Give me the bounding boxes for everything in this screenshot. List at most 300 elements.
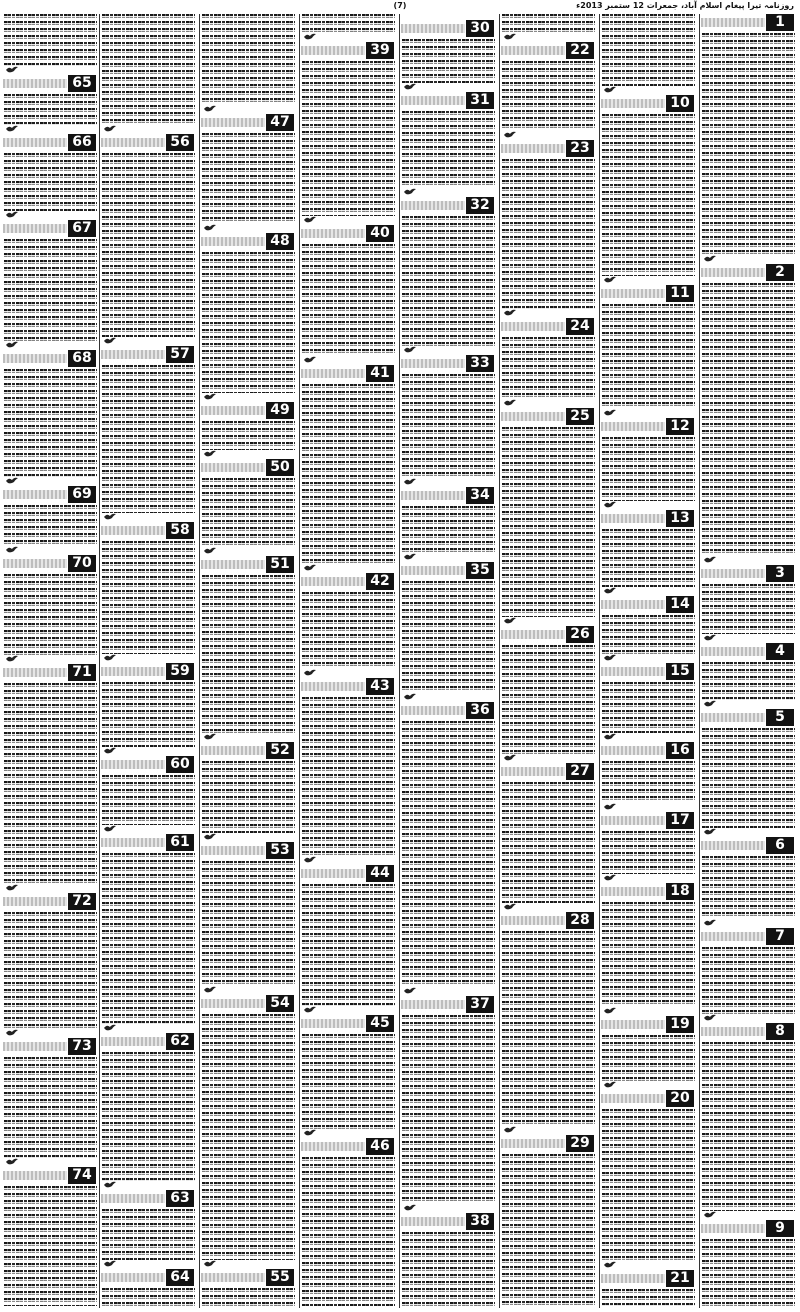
article-text	[4, 574, 97, 655]
entry-number-badge	[701, 14, 796, 31]
entry-number: 62	[166, 1033, 194, 1050]
entry-number-badge	[401, 996, 496, 1013]
badge-bar	[201, 118, 265, 127]
badge-bar	[301, 229, 365, 238]
entry-number-badge	[3, 893, 98, 910]
dove-icon	[704, 1014, 716, 1021]
entry-number: 63	[166, 1190, 194, 1207]
article-text	[4, 683, 97, 884]
badge-bar	[101, 1273, 165, 1282]
dove-icon	[204, 393, 216, 400]
entry-number: 31	[466, 92, 494, 109]
entry-number-badge	[501, 42, 596, 59]
entry-number-badge	[601, 1016, 696, 1033]
entry-number: 41	[366, 365, 394, 382]
entry-number-badge	[401, 92, 496, 109]
entry-number: 33	[466, 355, 494, 372]
badge-bar	[401, 566, 465, 575]
entry-number: 72	[68, 893, 96, 910]
badge-bar	[101, 526, 165, 535]
badge-bar	[701, 18, 765, 27]
badge-bar	[101, 838, 165, 847]
entry-number: 39	[366, 42, 394, 59]
article-text	[502, 14, 595, 33]
entry-number: 50	[266, 459, 294, 476]
dove-icon	[6, 655, 18, 662]
article-text	[602, 529, 695, 587]
entry-number-badge	[601, 883, 696, 900]
badge-bar	[601, 1094, 665, 1103]
badge-bar	[601, 289, 665, 298]
entry-number: 7	[766, 928, 794, 945]
article-text	[102, 14, 195, 125]
entry-number-badge	[101, 834, 196, 851]
entry-number: 46	[366, 1138, 394, 1155]
entry-number: 38	[466, 1213, 494, 1230]
article-text	[702, 728, 795, 828]
entry-number-badge	[301, 42, 396, 59]
article-text	[502, 782, 595, 903]
entry-number-badge	[501, 626, 596, 643]
badge-bar	[701, 569, 765, 578]
dove-icon	[604, 803, 616, 810]
badge-bar	[701, 647, 765, 656]
dove-icon	[104, 747, 116, 754]
entry-number: 10	[666, 95, 694, 112]
entry-number-badge	[101, 1190, 196, 1207]
dove-icon	[6, 884, 18, 891]
article-text	[402, 39, 495, 83]
article-text	[502, 1154, 595, 1306]
dove-icon	[504, 754, 516, 761]
dove-icon	[204, 833, 216, 840]
article-text	[602, 14, 695, 86]
dove-icon	[404, 478, 416, 485]
dove-icon	[604, 654, 616, 661]
badge-bar	[201, 560, 265, 569]
entry-number: 73	[68, 1038, 96, 1055]
entry-number-badge	[101, 522, 196, 539]
dove-icon	[204, 450, 216, 457]
badge-bar	[501, 322, 565, 331]
article-text	[402, 374, 495, 478]
dove-icon	[6, 66, 18, 73]
article-text	[4, 1186, 97, 1306]
entry-number: 30	[466, 20, 494, 37]
dove-icon	[204, 105, 216, 112]
dove-icon	[404, 1204, 416, 1211]
badge-bar	[101, 1037, 165, 1046]
entry-number: 69	[68, 486, 96, 503]
badge-bar	[3, 897, 67, 906]
entry-number-badge	[3, 486, 98, 503]
entry-number: 43	[366, 678, 394, 695]
dove-icon	[604, 276, 616, 283]
entry-number-badge	[301, 865, 396, 882]
article-text	[202, 861, 295, 986]
article-text	[4, 1057, 97, 1158]
article-text	[502, 645, 595, 754]
badge-bar	[201, 1273, 265, 1282]
entry-number: 64	[166, 1269, 194, 1286]
article-text	[102, 365, 195, 513]
article-text	[602, 902, 695, 1007]
badge-bar	[301, 46, 365, 55]
dove-icon	[604, 1261, 616, 1268]
badge-bar	[101, 350, 165, 359]
entry-number: 24	[566, 318, 594, 335]
article-text	[602, 615, 695, 654]
entry-number-badge	[101, 346, 196, 363]
dove-icon	[704, 255, 716, 262]
entry-number: 32	[466, 197, 494, 214]
dove-icon	[104, 513, 116, 520]
badge-bar	[601, 600, 665, 609]
article-text	[602, 1289, 695, 1306]
dove-icon	[504, 903, 516, 910]
entry-number: 22	[566, 42, 594, 59]
article-text	[602, 761, 695, 803]
article-text	[102, 1209, 195, 1260]
badge-bar	[401, 1217, 465, 1226]
article-text	[702, 283, 795, 556]
page-column	[700, 12, 797, 1310]
article-text	[702, 584, 795, 634]
entry-number-badge	[3, 1038, 98, 1055]
entry-number: 68	[68, 350, 96, 367]
entry-number: 14	[666, 596, 694, 613]
entry-number-badge	[601, 510, 696, 527]
badge-bar	[401, 1000, 465, 1009]
dove-icon	[304, 1006, 316, 1013]
dove-icon	[104, 337, 116, 344]
entry-number-badge	[701, 1023, 796, 1040]
entry-number: 40	[366, 225, 394, 242]
dove-icon	[6, 1029, 18, 1036]
entry-number-badge	[3, 555, 98, 572]
dove-icon	[604, 733, 616, 740]
badge-bar	[601, 746, 665, 755]
entry-number-badge	[201, 842, 296, 859]
badge-bar	[301, 1142, 365, 1151]
entry-number-badge	[201, 995, 296, 1012]
dove-icon	[504, 131, 516, 138]
badge-bar	[101, 760, 165, 769]
page-column	[500, 12, 597, 1310]
article-text	[202, 575, 295, 733]
entry-number-badge	[601, 95, 696, 112]
dove-icon	[104, 1024, 116, 1031]
entry-number: 57	[166, 346, 194, 363]
article-text	[402, 216, 495, 346]
article-text	[402, 111, 495, 188]
entry-number: 20	[666, 1090, 694, 1107]
dove-icon	[204, 1260, 216, 1267]
article-text	[502, 159, 595, 309]
page-column	[600, 12, 697, 1310]
article-text	[202, 14, 295, 105]
article-text	[602, 831, 695, 874]
entry-number-badge	[101, 756, 196, 773]
entry-number: 66	[68, 134, 96, 151]
page-number: (7)	[393, 1, 407, 10]
entry-number-badge	[3, 220, 98, 237]
article-text	[302, 14, 395, 33]
article-text	[402, 721, 495, 987]
article-text	[402, 506, 495, 553]
entry-number-badge	[401, 702, 496, 719]
column-divider	[499, 14, 500, 1308]
entry-number-badge	[601, 285, 696, 302]
entry-number-badge	[501, 1135, 596, 1152]
entry-number: 9	[766, 1220, 794, 1237]
dove-icon	[404, 987, 416, 994]
entry-number-badge	[701, 264, 796, 281]
article-text	[602, 1109, 695, 1261]
badge-bar	[3, 224, 67, 233]
article-text	[102, 1052, 195, 1181]
entry-number: 65	[68, 75, 96, 92]
column-divider	[599, 14, 600, 1308]
article-text	[202, 761, 295, 833]
dove-icon	[604, 587, 616, 594]
article-text	[302, 592, 395, 669]
column-divider	[699, 14, 700, 1308]
entry-number-badge	[601, 812, 696, 829]
entry-number: 52	[266, 742, 294, 759]
entry-number: 5	[766, 709, 794, 726]
entry-number: 55	[266, 1269, 294, 1286]
entry-number: 15	[666, 663, 694, 680]
badge-bar	[501, 46, 565, 55]
article-text	[502, 931, 595, 1126]
article-text	[702, 1239, 795, 1306]
dove-icon	[504, 1126, 516, 1133]
badge-bar	[201, 237, 265, 246]
entry-number-badge	[701, 837, 796, 854]
entry-number: 29	[566, 1135, 594, 1152]
badge-bar	[701, 268, 765, 277]
entry-number: 54	[266, 995, 294, 1012]
badge-bar	[701, 1224, 765, 1233]
badge-bar	[501, 412, 565, 421]
dove-icon	[504, 33, 516, 40]
badge-bar	[3, 138, 67, 147]
article-text	[302, 884, 395, 1006]
article-text	[202, 478, 295, 547]
badge-bar	[501, 630, 565, 639]
dove-icon	[704, 919, 716, 926]
badge-bar	[201, 846, 265, 855]
entry-number: 49	[266, 402, 294, 419]
badge-bar	[701, 1027, 765, 1036]
article-text	[302, 384, 395, 564]
badge-bar	[601, 1274, 665, 1283]
entry-number-badge	[501, 408, 596, 425]
badge-bar	[3, 559, 67, 568]
dove-icon	[104, 125, 116, 132]
article-text	[4, 239, 97, 341]
dove-icon	[6, 1158, 18, 1165]
dove-icon	[404, 83, 416, 90]
dove-icon	[704, 700, 716, 707]
entry-number: 47	[266, 114, 294, 131]
column-divider	[99, 14, 100, 1308]
article-text	[302, 697, 395, 856]
entry-number: 51	[266, 556, 294, 573]
badge-bar	[301, 869, 365, 878]
dove-icon	[604, 501, 616, 508]
entry-number-badge	[301, 1138, 396, 1155]
article-text	[702, 947, 795, 1014]
article-text	[202, 133, 295, 224]
article-text	[702, 662, 795, 700]
article-text	[502, 337, 595, 399]
badge-bar	[601, 887, 665, 896]
entry-number-badge	[201, 1269, 296, 1286]
dove-icon	[604, 1007, 616, 1014]
entry-number-badge	[301, 573, 396, 590]
dove-icon	[104, 1260, 116, 1267]
badge-bar	[301, 682, 365, 691]
dove-icon	[704, 1211, 716, 1218]
badge-bar	[301, 577, 365, 586]
article-text	[4, 369, 97, 477]
article-text	[602, 114, 695, 276]
entry-number-badge	[701, 565, 796, 582]
entry-number: 58	[166, 522, 194, 539]
badge-bar	[101, 667, 165, 676]
entry-number-badge	[101, 1033, 196, 1050]
dove-icon	[6, 477, 18, 484]
entry-number-badge	[3, 350, 98, 367]
column-divider	[299, 14, 300, 1308]
article-text	[602, 304, 695, 409]
article-text	[502, 427, 595, 617]
badge-bar	[601, 422, 665, 431]
entry-number: 70	[68, 555, 96, 572]
entry-number: 45	[366, 1015, 394, 1032]
entry-number-badge	[3, 75, 98, 92]
entry-number-badge	[401, 355, 496, 372]
article-text	[102, 853, 195, 1024]
entry-number: 74	[68, 1167, 96, 1184]
badge-bar	[601, 667, 665, 676]
article-text	[302, 61, 395, 216]
entry-number-badge	[101, 134, 196, 151]
article-text	[202, 1014, 295, 1260]
dove-icon	[604, 86, 616, 93]
entry-number-badge	[701, 1220, 796, 1237]
badge-bar	[301, 1019, 365, 1028]
entry-number-badge	[601, 1090, 696, 1107]
entry-number: 37	[466, 996, 494, 1013]
entry-number: 8	[766, 1023, 794, 1040]
entry-number: 17	[666, 812, 694, 829]
dove-icon	[204, 733, 216, 740]
entry-number: 53	[266, 842, 294, 859]
entry-number-badge	[3, 134, 98, 151]
article-text	[4, 153, 97, 211]
entry-number: 60	[166, 756, 194, 773]
badge-bar	[701, 713, 765, 722]
badge-bar	[401, 24, 465, 33]
badge-bar	[3, 490, 67, 499]
entry-number-badge	[501, 912, 596, 929]
entry-number-badge	[601, 1270, 696, 1287]
badge-bar	[701, 841, 765, 850]
entry-number-badge	[701, 643, 796, 660]
entry-number-badge	[401, 197, 496, 214]
article-text	[702, 1042, 795, 1211]
badge-bar	[501, 144, 565, 153]
entry-number: 1	[766, 14, 794, 31]
entry-number-badge	[201, 402, 296, 419]
entry-number-badge	[201, 233, 296, 250]
page-column	[200, 12, 297, 1310]
badge-bar	[501, 767, 565, 776]
badge-bar	[201, 999, 265, 1008]
dove-icon	[404, 693, 416, 700]
entry-number: 48	[266, 233, 294, 250]
entry-number: 42	[366, 573, 394, 590]
article-text	[302, 1034, 395, 1129]
article-text	[4, 505, 97, 546]
article-text	[4, 94, 97, 125]
article-text	[202, 252, 295, 393]
entry-number: 44	[366, 865, 394, 882]
entry-number: 67	[68, 220, 96, 237]
entry-number-badge	[601, 418, 696, 435]
article-text	[402, 1232, 495, 1306]
entry-number-badge	[3, 664, 98, 681]
entry-number: 34	[466, 487, 494, 504]
dove-icon	[304, 669, 316, 676]
entry-number-badge	[601, 663, 696, 680]
badge-bar	[401, 359, 465, 368]
badge-bar	[401, 201, 465, 210]
dove-icon	[604, 874, 616, 881]
entry-number: 28	[566, 912, 594, 929]
article-text	[202, 1288, 295, 1306]
entry-number: 2	[766, 264, 794, 281]
badge-bar	[3, 668, 67, 677]
article-text	[102, 153, 195, 337]
dove-icon	[204, 986, 216, 993]
dove-icon	[404, 188, 416, 195]
entry-number-badge	[601, 742, 696, 759]
dove-icon	[6, 546, 18, 553]
entry-number-badge	[301, 678, 396, 695]
dove-icon	[704, 556, 716, 563]
badge-bar	[701, 932, 765, 941]
entry-number: 6	[766, 837, 794, 854]
dove-icon	[304, 216, 316, 223]
dove-icon	[6, 125, 18, 132]
date-line: روزنامہ تیرا پیغام اسلام آباد، جمعرات 12 ستمبر 2013ء	[576, 1, 794, 10]
entry-number-badge	[501, 763, 596, 780]
article-text	[102, 682, 195, 747]
badge-bar	[301, 369, 365, 378]
badge-bar	[601, 514, 665, 523]
dove-icon	[104, 825, 116, 832]
entry-number: 3	[766, 565, 794, 582]
entry-number-badge	[101, 1269, 196, 1286]
dove-icon	[704, 634, 716, 641]
entry-number: 16	[666, 742, 694, 759]
dove-icon	[604, 1081, 616, 1088]
entry-number: 19	[666, 1016, 694, 1033]
